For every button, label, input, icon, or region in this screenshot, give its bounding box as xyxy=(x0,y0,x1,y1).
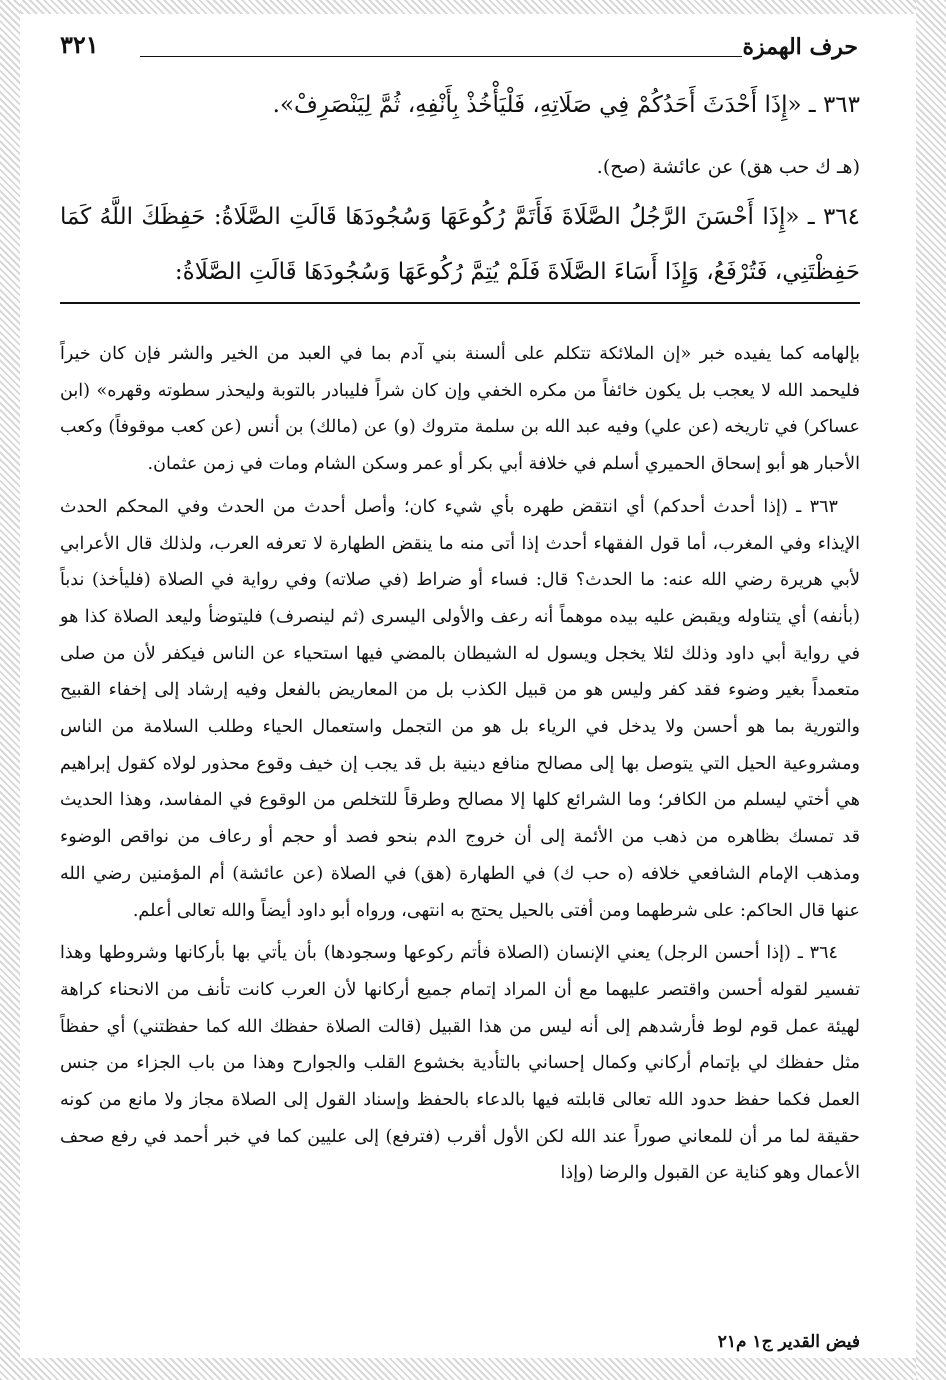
commentary-block xyxy=(60,336,860,1192)
page-number: ٣٢١ xyxy=(60,30,99,59)
footnote-divider xyxy=(60,302,860,304)
commentary-363: ٣٦٣ ـ (إذا أحدث أحدكم) أي انتقض طهره بأي شيء كان؛ وأصل أحدث من الحدث وفي المحكم الحدث الإيذاء وفي المغرب، أما قول الفقهاء أحدث إذا أتى منه ما ينقض الطهارة لا تعرفه العرب، ولذلك قال الأعرابي لأبي هريرة رضي الله عنه: ما الحدث؟ قال: فساء أو ضراط (في صلاته) وفي رواية في الصلاة (فليأخذ) ندباً (بأنفه) أي يتناوله ويقبض عليه بيده موهماً أنه رعف والأولى اليسرى (ثم لينصرف) فليتوضأ وليعد الصلاة كذا هو في رواية أبي داود وذلك لئلا يخجل ويسول له الشيطان بالمضي فيها استحياء عن الناس فيكفر لأن من صلى متعمداً بغير وضوء فقد كفر وليس هو من قبيل الكذب بل من المعاريض بالفعل وفيه إرشاد إلى إخفاء القبيح والتورية بما هو أحسن ولا يدخل في الرياء بل هو من التجمل واستعمال الحياء وطلب السلامة من الناس ومشروعية الحيل التي يتوصل بها إلى مصالح منافع دينية بل قد يجب إن خيف وقوع محذور لولاه كقول إبراهيم هي أختي ليسلم من الكافر؛ وما الشرائع كلها إلا مصالح وطرقاً للتخلص من الوقوع في المفاسد، وهذا الحديث قد تمسك بظاهره من ذهب من الأئمة إلى أن خروج الدم بنحو فصد أو حجم أو رعاف من نواقص الوضوء ومذهب الإمام الشافعي خلافه (ه حب ك) في الطهارة (هق) في الصلاة (عن عائشة) أم المؤمنين رضي الله عنها قال الحاكم: على شرطهما ومن أفتى بالحيل يحتج به انتهى، ورواه أبو داود أيضاً والله تعالى أعلم. xyxy=(60,496,860,921)
header-rule xyxy=(140,56,742,57)
hadith-363-source: (هـ ك حب هق) عن عائشة (صح). xyxy=(596,156,860,178)
scan-edge-bottom xyxy=(0,1358,946,1380)
commentary-continuation: بإلهامه كما يفيده خبر «إن الملائكة تتكلم على ألسنة بني آدم بما في العبد من الخير والشر فإن كان خيراً فليحمد الله لا يعجب بل يكون خائفاً من مكره الخفي وإن كان شراً فليبادر بالتوبة وليحذر سطوته وقهره» (ابن عساكر) في تاريخه (عن علي) وفيه عبد الله بن سلمة متروك (و) عن (مالك) بن أنس (عن كعب موقوفاً) وكعب الأحبار هو أبو إسحاق الحميري أسلم في خلافة أبي بكر أو عمر وسكن الشام ومات في زمن عثمان. xyxy=(60,344,860,475)
signature-mark: فيض القدير ج١ م٢١ xyxy=(717,1332,860,1352)
book-page xyxy=(60,30,860,1350)
running-header xyxy=(60,30,860,70)
chapter-title: حرف الهمزة xyxy=(742,34,858,60)
scan-edge-left xyxy=(0,0,20,1380)
hadith-363: ٣٦٣ ـ «إِذَا أَحْدَثَ أَحَدُكُمْ فِي صَلَاتِهِ، فَلْيَأْخُذْ بِأَنْفِهِ، ثُمَّ لِيَنْصَرِفْ». xyxy=(272,92,860,118)
scan-edge-top xyxy=(0,0,946,14)
commentary-364: ٣٦٤ ـ (إذا أحسن الرجل) يعني الإنسان (الصلاة فأتم ركوعها وسجودها) بأن يأتي بها بأركانها وشروطها وهذا تفسير لقوله أحسن واقتصر عليهما مع أن المراد إتمام جميع أركانها لأن العرب كانت تأنف من الانحناء كراهة لهيئة عمل قوم لوط فأرشدهم إلى أنه ليس من هذا القبيل (قالت الصلاة حفظك الله كما حفظتني) أي حفظاً مثل حفظك لي بإتمام أركاني وكمال إحساني بالتأدية بخشوع القلب والجوارح وهذا من باب الجزاء من جنس العمل فكما حفظ حدود الله تعالى قابلته فيها بالدعاء بالحفظ وإسناد القول إلى الصلاة مجاز ولا مانع من كونه حقيقة لما مر أن للمعاني صوراً عند الله لكن الأول أقرب (فترفع) إلى عليين كما في خبر أحمد في رفع صحف الأعمال وهو كناية عن القبول والرضا (وإذا xyxy=(60,943,860,1184)
hadith-364: ٣٦٤ ـ «إِذَا أَحْسَنَ الرَّجُلُ الصَّلَاةَ فَأَتَمَّ رُكُوعَهَا وَسُجُودَهَا قَالَتِ الصَّلَاةُ: حَفِظَكَ اللَّهُ كَمَا حَفِظْتَنِي، فَتُرْفَعُ، وَإِذَا أَسَاءَ الصَّلَاةَ فَلَمْ يُتِمَّ رُكُوعَهَا وَسُجُودَهَا قَالَتِ الصَّلَاةُ: xyxy=(60,204,860,285)
scan-edge-right xyxy=(916,0,946,1380)
